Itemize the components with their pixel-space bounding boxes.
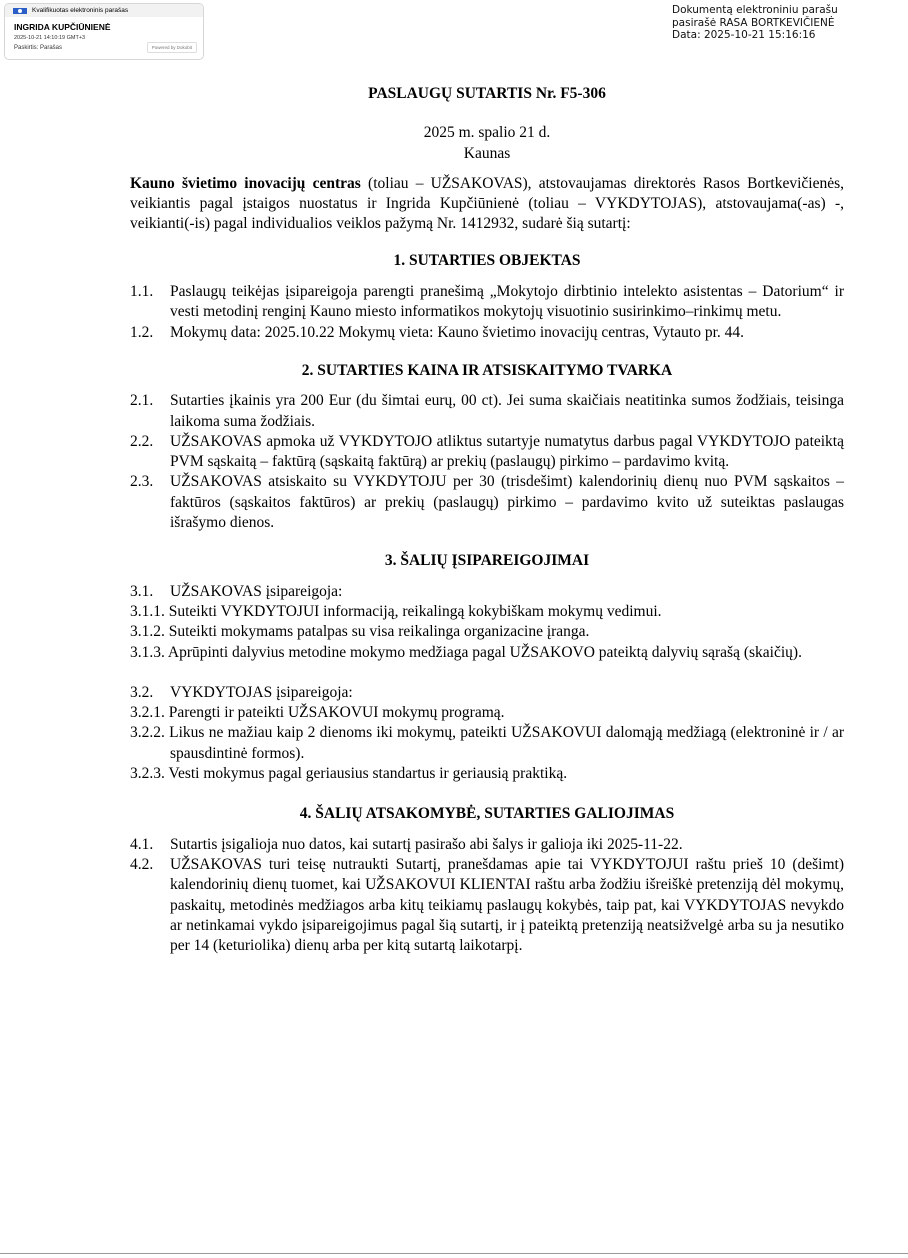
signature-type: Kvalifikuotas elektroninis parašas	[32, 7, 129, 14]
clause-number: 4.2.	[130, 855, 154, 873]
contract-city: Kaunas	[463, 144, 511, 162]
clause-text: UŽSAKOVAS turi teisę nutraukti Sutartį, pranešdamas apie tai VYKDYTOJUI raštu prieš 10 (dešimt) kalendorinių dienų tuomet, kai UŽSAKOVUI KLIENTAI raštu arba žodžiu išreiškė pretenziją dėl mokymų, paskaitų, metodinės medžiagos arba kitų teikiamų paslaugų kokybės, taip pat, kai VYKDYTOJAS nevykdo ar netinkamai vykdo įsipareigojimus pagal šią sutartį, ir į pateiktą pretenziją neatsižvelgė arba su ja nesutiko per 14 (keturiolika) dienų arba per kitą sutartą laikotarpį.	[170, 855, 844, 955]
signature-header	[5, 4, 203, 17]
clause-number: 2.1.	[130, 392, 154, 410]
clause	[130, 472, 844, 533]
document-title: PASLAUGŲ SUTARTIS Nr. F5-306	[368, 85, 606, 102]
signature-stamp	[672, 4, 838, 42]
signer-name: INGRIDA KUPČIŪNIENĖ	[14, 22, 111, 32]
subclause: 3.2.2. Likus ne mažiau kaip 2 dienoms iki mokymų, pateikti UŽSAKOVUI dalomąją medžiagą (elektroninė ir / ar spausdintinė formos).	[130, 724, 844, 762]
section-heading: 1. SUTARTIES OBJEKTAS	[393, 251, 581, 269]
powered-by-badge: Powered by Dokobit	[147, 42, 197, 53]
contract-date: 2025 m. spalio 21 d.	[423, 124, 551, 142]
signature-date: 2025-10-21 14:10:19 GMT+3	[14, 35, 86, 41]
clause-number: 4.1.	[130, 835, 154, 853]
contract-document	[130, 84, 844, 956]
clause-number: 1.1.	[130, 283, 154, 301]
clause-number: 1.2.	[130, 323, 154, 341]
subclause: 3.1.3. Aprūpinti dalyvius metodine mokymo medžiaga pagal UŽSAKOVO pateiktą dalyvių sąrašą (skaičių).	[130, 643, 802, 661]
subclause: 3.2.1. Parengti ir pateikti UŽSAKOVUI mokymų programą.	[130, 704, 505, 722]
subclause: 3.1.1. Suteikti VYKDYTOJUI informaciją, reikalingą kokybiškam mokymų vedimui.	[130, 602, 662, 620]
page-bottom-border	[0, 1253, 908, 1254]
section-heading: 2. SUTARTIES KAINA IR ATSISKAITYMO TVARKA	[301, 361, 673, 379]
clause-text: Sutarties įkainis yra 200 Eur (du šimtai eurų, 00 ct). Jei suma skaičiais neatitinka sumos žodžiais, teisinga laikoma suma žodžiais.	[170, 392, 844, 430]
clause-text: Sutartis įsigalioja nuo datos, kai sutartį pasirašo abi šalys ir galioja iki 2025-11-22.	[170, 835, 683, 853]
clause	[130, 323, 844, 343]
clause	[130, 582, 844, 602]
clause-text: UŽSAKOVAS atsiskaito su VYKDYTOJU per 30 (trisdešimt) kalendorinių dienų nuo PVM sąskaitos – faktūros (sąskaitos faktūros) ar prekių (paslaugų) pirkimo – pardavimo kvito už suteiktas paslaugas išrašymo dienos.	[170, 473, 844, 532]
clause-number: 3.2.	[130, 683, 154, 701]
clause-number: 2.2.	[130, 432, 154, 450]
clause-text: Paslaugų teikėjas įsipareigoja parengti pranešimą „Mokytojo dirbtinio intelekto asistentas – Datorium“ ir vesti metodinį renginį Kauno miesto informatikos mokytojų visuotinio susirinkimo–rinkimų metu.	[170, 283, 844, 321]
clause-number: 3.1.	[130, 582, 154, 600]
stamp-line: pasirašė RASA BORTKEVIČIENĖ	[672, 16, 835, 29]
clause	[130, 282, 844, 323]
clause-number: 2.3.	[130, 473, 154, 491]
stamp-line: Data: 2025-10-21 15:16:16	[672, 29, 816, 41]
clause	[130, 391, 844, 432]
clause-text: VYKDYTOJAS įsipareigoja:	[170, 683, 353, 701]
stamp-line: Dokumentą elektroniniu parašu	[672, 4, 838, 16]
clause	[130, 855, 844, 956]
customer-name: Kauno švietimo inovacijų centras	[130, 174, 361, 192]
clause	[130, 683, 844, 703]
subclause: 3.1.2. Suteikti mokymams patalpas su visa reikalinga organizacine įranga.	[130, 623, 590, 641]
e-signature-box	[4, 3, 204, 60]
clause	[130, 432, 844, 473]
intro-text: (toliau – UŽSAKOVAS), atstovaujamas direktorės Rasos Bortkevičienės, veikiantis pagal įstaigos nuostatus ir Ingrida Kupčiūnienė (toliau – VYKDYTOJAS), atstovaujama(-as) -, veikianti(-is) pagal individualios veiklos pažymą Nr. 1412932, sudarė šią sutartį:	[130, 174, 844, 233]
clause-text: Mokymų data: 2025.10.22 Mokymų vieta: Kauno švietimo inovacijų centras, Vytauto pr. 44.	[170, 323, 744, 341]
section-heading: 3. ŠALIŲ ĮSIPAREIGOJIMAI	[384, 552, 590, 570]
clause	[130, 835, 844, 855]
clause-text: UŽSAKOVAS įsipareigoja:	[170, 582, 343, 600]
clause-text: UŽSAKOVAS apmoka už VYKDYTOJO atliktus sutartyje numatytus darbus pagal VYKDYTOJO pateiktą PVM sąskaitą – faktūrą (sąskaitą faktūrą) ar prekių (paslaugų) pirkimo – pardavimo kvitą.	[170, 432, 844, 471]
subclause: 3.2.3. Vesti mokymus pagal geriausius standartus ir geriausią praktiką.	[130, 765, 568, 783]
eu-flag-icon	[13, 8, 27, 14]
signature-purpose: Paskirtis: Parašas	[14, 45, 63, 51]
intro-paragraph	[130, 174, 844, 235]
section-heading: 4. ŠALIŲ ATSAKOMYBĖ, SUTARTIES GALIOJIMAS	[299, 805, 675, 823]
